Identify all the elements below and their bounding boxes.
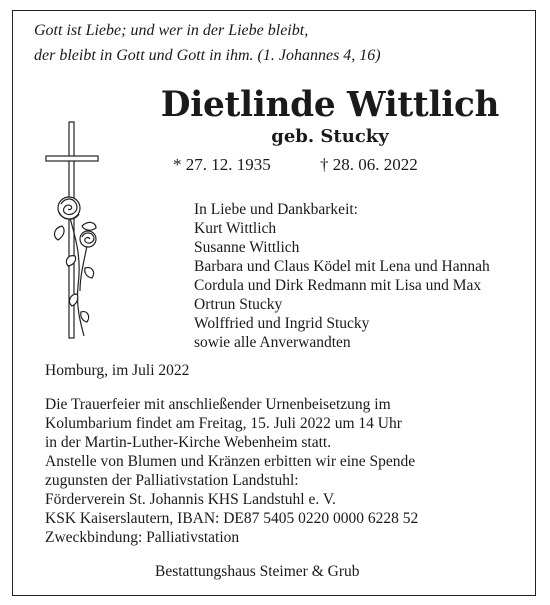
bible-verse-line-1: Gott ist Liebe; und wer in der Liebe bleibt,: [34, 22, 309, 39]
birth-date: * 27. 12. 1935: [173, 155, 271, 174]
mourner-name: sowie alle Anverwandten: [194, 334, 351, 351]
funeral-info-line: Zweckbindung: Palliativstation: [45, 529, 240, 546]
mourner-name: Wolffried und Ingrid Stucky: [194, 315, 370, 332]
funeral-info-line: Förderverein St. Johannis KHS Landstuhl e. V.: [45, 491, 336, 508]
mourner-name: Barbara und Claus Ködel mit Lena und Hannah: [194, 258, 490, 275]
place-date: Homburg, im Juli 2022: [45, 362, 190, 379]
funeral-info-line: Die Trauerfeier mit anschließender Urnenbeisetzung im: [45, 396, 391, 413]
funeral-info-line: in der Martin-Luther-Kirche Webenheim statt.: [45, 434, 332, 451]
cross-with-rose-icon: [40, 116, 112, 346]
funeral-home: Bestattungshaus Steimer & Grub: [155, 563, 360, 580]
mourners-intro: In Liebe und Dankbarkeit:: [194, 201, 358, 218]
birth-name: geb. Stucky: [271, 126, 389, 147]
bible-verse-line-2: der bleibt in Gott und Gott in ihm. (1. Johannes 4, 16): [34, 47, 381, 64]
mourner-name: Ortrun Stucky: [194, 296, 283, 313]
death-date: † 28. 06. 2022: [320, 155, 418, 174]
deceased-name: Dietlinde Wittlich: [160, 84, 500, 125]
funeral-info-line: KSK Kaiserslautern, IBAN: DE87 5405 0220 0000 6228 52: [45, 510, 419, 527]
funeral-info-line: Anstelle von Blumen und Kränzen erbitten wir eine Spende: [45, 453, 416, 470]
funeral-info-line: zugunsten der Palliativstation Landstuhl:: [45, 472, 299, 489]
mourner-name: Kurt Wittlich: [194, 220, 277, 237]
funeral-info-line: Kolumbarium findet am Freitag, 15. Juli 2022 um 14 Uhr: [45, 415, 402, 432]
mourner-name: Susanne Wittlich: [194, 239, 300, 256]
mourner-name: Cordula und Dirk Redmann mit Lisa und Max: [194, 277, 482, 294]
